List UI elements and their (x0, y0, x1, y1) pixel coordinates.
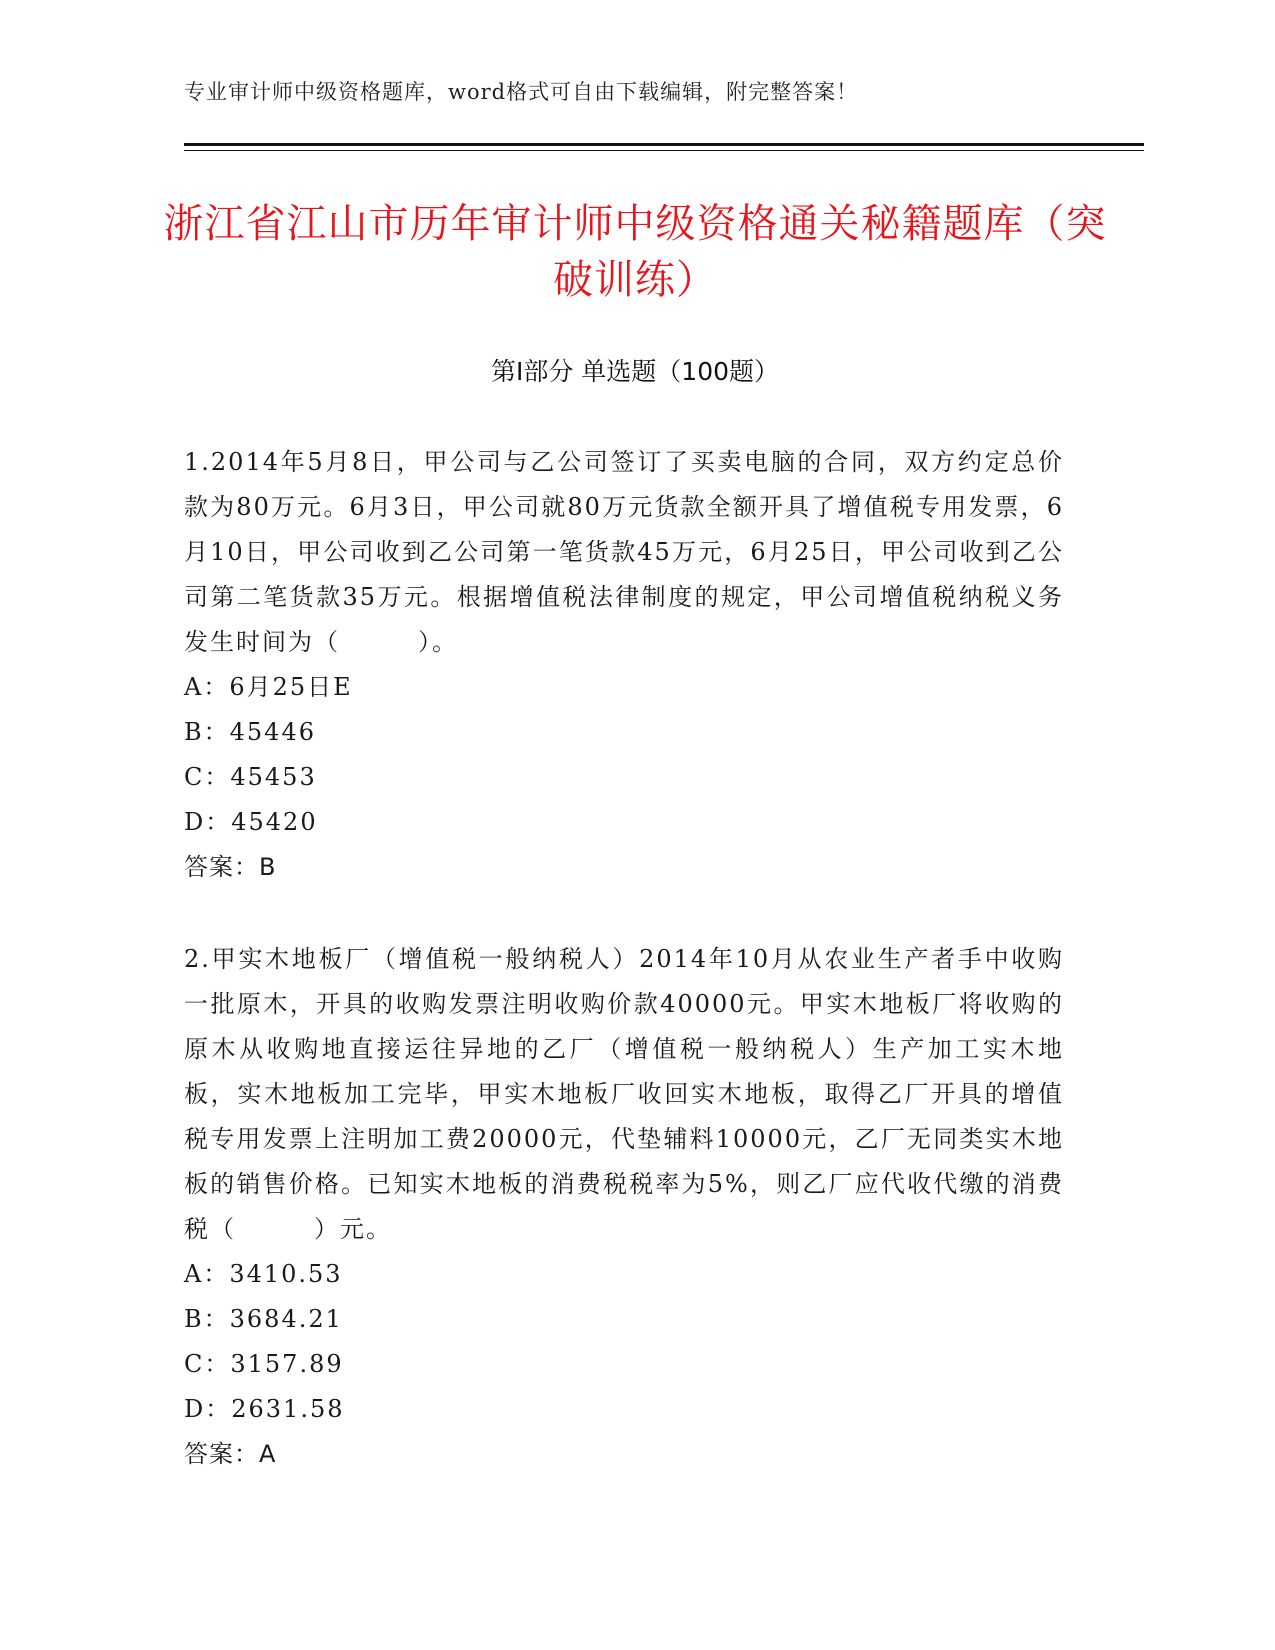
header-rule-thin (184, 150, 1144, 151)
option-a: A：3410.53 (184, 1260, 343, 1288)
option-d: D：2631.58 (184, 1395, 345, 1423)
option-b: B：45446 (184, 718, 316, 746)
option-d: D：45420 (184, 808, 318, 836)
question-stem: 1.2014年5月8日，甲公司与乙公司签订了买卖电脑的合同，双方约定总价款为80万元。6月3日，甲公司就80万元货款全额开具了增值税专用发票，6月10日，甲公司收到乙公司第一笔货款45万元，6月25日，甲公司收到乙公司第二笔货款35万元。根据增值税法律制度的规定，甲公司增值税纳税义务发生时间为（ ）。 (184, 448, 1064, 656)
document-title: 浙江省江山市历年审计师中级资格通关秘籍题库（突破训练） (163, 201, 1107, 303)
question-1 (184, 440, 1064, 890)
question-stem: 2.甲实木地板厂（增值税一般纳税人）2014年10月从农业生产者手中收购一批原木，开具的收购发票注明收购价款40000元。甲实木地板厂将收购的原木从收购地直接运往异地的乙厂（增值税一般纳税人）生产加工实木地板，实木地板加工完毕，甲实木地板厂收回实木地板，取得乙厂开具的增值税专用发票上注明加工费20000元，代垫辅料10000元，乙厂无同类实木地板的销售价格。已知实木地板的消费税税率为5%，则乙厂应代收代缴的消费税（ ）元。 (184, 945, 1064, 1243)
option-c: C：45453 (184, 763, 317, 791)
answer-line: 答案：A (184, 1440, 277, 1468)
header-note: 专业审计师中级资格题库，word格式可自由下载编辑，附完整答案！ (184, 80, 859, 104)
option-a: A：6月25日E (184, 673, 353, 701)
option-b: B：3684.21 (184, 1305, 343, 1333)
answer-line: 答案：B (184, 853, 277, 881)
section-title: 第Ⅰ部分 单选题（100题） (490, 357, 780, 386)
header-rule-thick (184, 143, 1144, 146)
option-c: C：3157.89 (184, 1350, 344, 1378)
question-2 (184, 937, 1064, 1477)
